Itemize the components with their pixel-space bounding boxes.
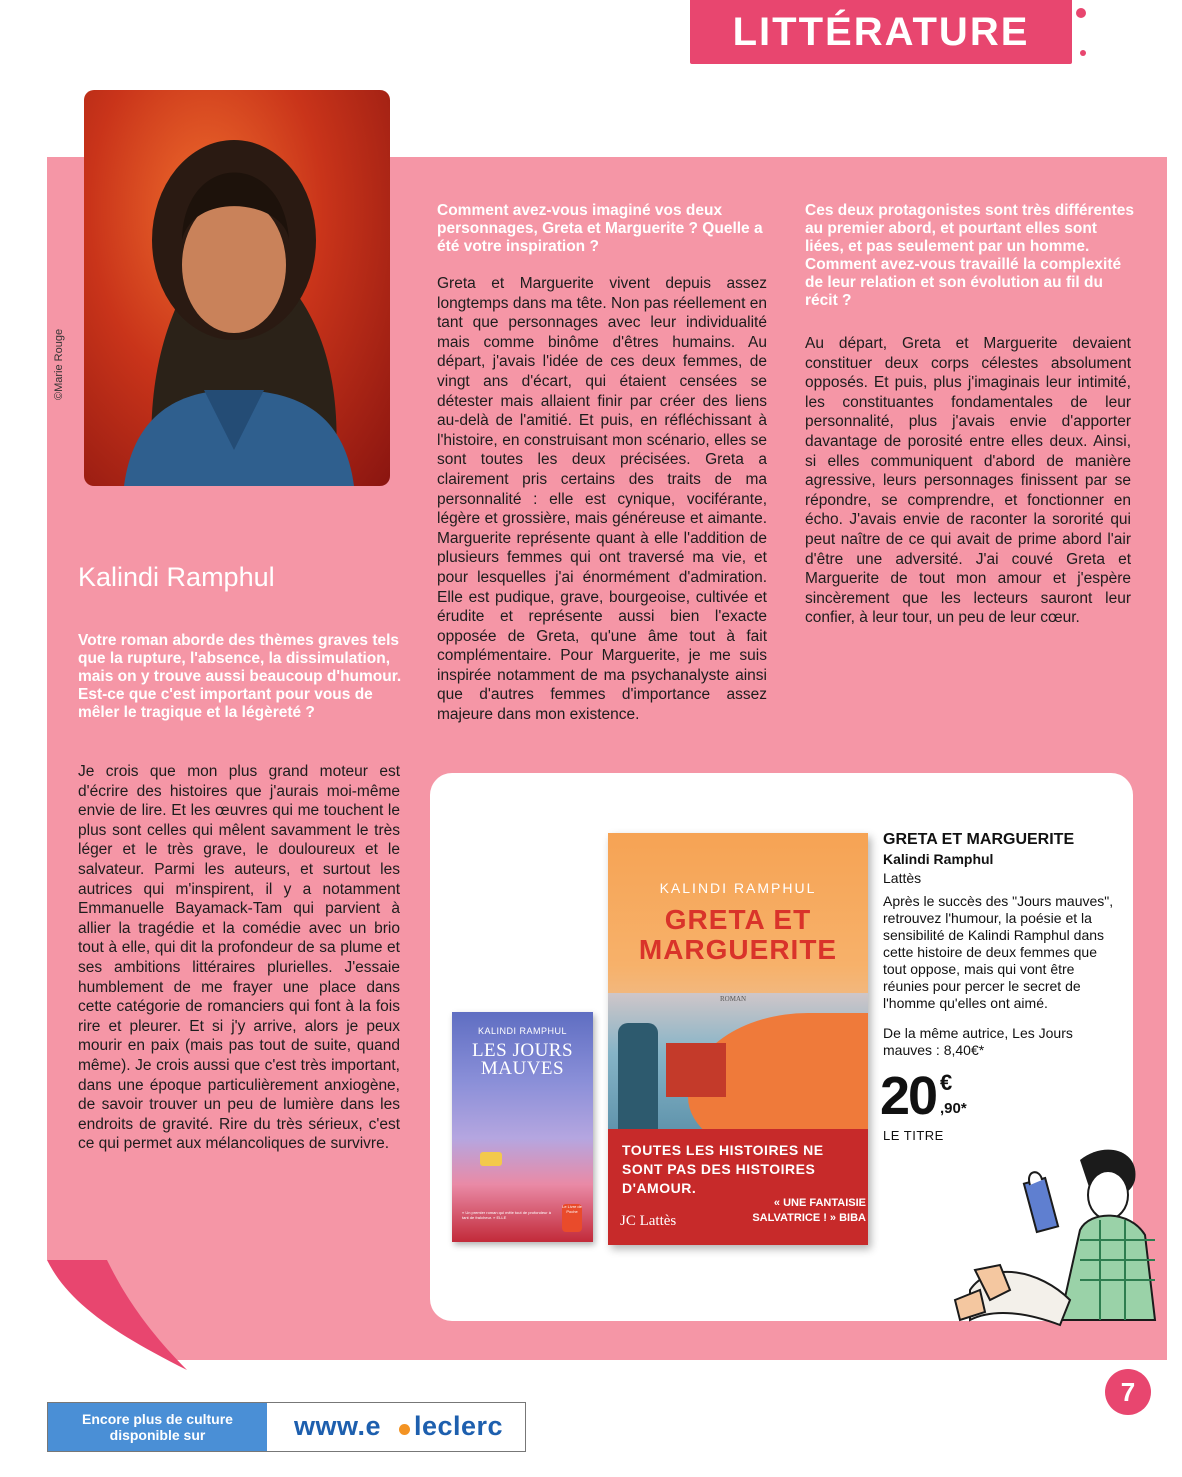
cover-author: KALINDI RAMPHUL <box>659 880 817 896</box>
price-cents: ,90* <box>940 1100 967 1117</box>
book-cover-les-jours-mauves[interactable] <box>452 1012 593 1242</box>
book-cover-greta-et-marguerite[interactable] <box>608 833 868 1245</box>
cover-quote: « UNE FANTAISIE SALVATRICE ! » BIBA <box>752 1197 866 1224</box>
brand-dot-icon <box>399 1424 410 1435</box>
answer-2: Greta et Marguerite vivent depuis assez longtemps dans ma tête. Non pas réellement en tant que personnages avec leur individualité mais comme binôme d'êtres humains. Au départ, j'avais l'idée de ces deux femmes, de vingt ans d'écart, qui étaient censées se détester mais allaient finir par créer des liens au-delà de l'amitié. Et puis, en réfléchissant à l'histoire, en construisant mon scénario, elles se sont toutes les deux précisées. Greta a clairement pris certains des traits de ma personnalité : elle est cynique, vociférante, légère et grossière, mais généreuse et aimante. Marguerite représente quant à elle l'addition de plusieurs femmes qui ont traversé ma vie, et pour lesquelles j'ai énormément d'admiration. Elle est pudique, grave, bourgeoise, cultivée et érudite et représente aussi bien l'exacte opposée de Greta, qu'une âme tout à fait complémentaire. Pour Marguerite, je me suis inspirée notamment de ma psychanalyste ainsi que d'autres femmes d'importance assez majeure dans mon existence. <box>437 275 767 724</box>
tree-icon <box>618 1023 658 1143</box>
footer-url-brand[interactable]: leclerc <box>414 1411 504 1441</box>
cover-author: KALINDI RAMPHUL <box>477 1026 568 1036</box>
footer-label-line2: disponible sur <box>109 1427 206 1443</box>
question-1: Votre roman aborde des thèmes graves tels que la rupture, l'absence, la dissimulation, mais on y trouve aussi beaucoup d'humour. Est-ce que c'est important pour vous de mêler le tragique et la légèreté ? <box>78 632 402 721</box>
house-icon <box>666 1043 726 1097</box>
book-publisher: Lattès <box>883 870 922 886</box>
answer-1: Je crois que mon plus grand moteur est d'écrire des histoires que j'aurais moi-même envie de lire. Et les œuvres qui me touchent le plus sont celles qui mêlent savamment le très léger et le très grave, le douloureux et le salvateur. Parmi les auteurs, et surtout les autrices qui m'inspirent, il y a notamment Emmanuelle Bayamack-Tam qui parvient à allier la tragédie et la comédie avec un brio tout à elle, qui dit la profondeur de sa plume et ses ambitions littéraires plurielles. J'essaie humblement de me frayer une place dans cette catégorie de romanciers qui font à la fois rire et pleurer. Et si j'y arrive, alors je peux mourir en paix (mais pas tout de suite, quand même). Je crois aussi que c'est très important, dans une époque particulièrement anxiogène, de savoir trouver un peu de lumière dans les endroits de gravité. Rire du très sérieux, c'est ce qui permet aux mélancoliques de survivre. <box>78 763 400 1153</box>
author-portrait-icon <box>84 90 390 486</box>
book-also-by: De la même autrice, Les Jours mauves : 8,40€* <box>883 1025 1073 1058</box>
price-currency: € <box>940 1070 953 1095</box>
decorative-dot <box>1076 8 1086 18</box>
book-blurb: Après le succès des "Jours mauves", retrouvez l'humour, la poésie et la sensibilité de Kalindi Ramphul dans cette histoire de deux femmes que tout oppose, mais qui vont être réunies pour percer le secret de l'homme qu'elles ont aimé. <box>883 893 1114 1011</box>
decorative-dot <box>1080 50 1086 56</box>
footer-banner[interactable] <box>47 1402 526 1452</box>
cover-blurb: « Un premier roman qui mêle tout de profondeur à tant de fraîcheur. » ELLE <box>462 1210 551 1220</box>
book-author: Kalindi Ramphul <box>883 851 994 867</box>
cover-genre: ROMAN <box>720 995 747 1003</box>
price-main: 20 <box>880 1066 937 1126</box>
page-number: 7 <box>1105 1369 1151 1415</box>
question-3: Ces deux protagonistes sont très différentes au premier abord, et pourtant elles sont liées, et pas seulement par un homme. Comment avez-vous travaillé la complexité de leur relation et son évolution au fil du récit ? <box>805 202 1135 309</box>
answer-3: Au départ, Greta et Marguerite devaient constituer deux corps célestes absolument opposés. Et puis, plus j'imaginais leur intimité, les constituantes fondamentales de leur personnalité, plus j'avais envie d'apporter davantage de porosité entre elles deux. Ainsi, si elles communiquent d'abord de manière agressive, leurs personnages finissent par se répondre, se comprendre, et fonctionner en écho. J'avais envie de raconter la sororité qui peut naître de ce qui avait de prime abord l'air d'être une adversité. J'ai couvé Greta et Marguerite de tout mon amour et j'espère sincèrement que les lecteurs sauront leur confier, à leur tour, un peu de leur cœur. <box>805 335 1131 627</box>
bus-icon <box>480 1152 502 1166</box>
cover-title: LES JOURS MAUVES <box>471 1040 574 1079</box>
section-tag: LITTÉRATURE <box>690 0 1072 64</box>
author-photo <box>84 90 390 486</box>
author-name: Kalindi Ramphul <box>78 562 275 592</box>
cover-title: GRETA ET MARGUERITE <box>638 904 838 965</box>
book-title: GRETA ET MARGUERITE <box>883 831 1075 848</box>
question-2: Comment avez-vous imaginé vos deux personnages, Greta et Marguerite ? Quelle a été votre inspiration ? <box>437 202 763 255</box>
footer-label-line1: Encore plus de culture <box>82 1411 233 1427</box>
publisher-badge: Le Livre de Poche <box>562 1204 582 1232</box>
cover-tagline: TOUTES LES HISTOIRES NE SONT PAS DES HISTOIRES D'AMOUR. <box>622 1142 824 1196</box>
footer-url-prefix[interactable]: www.e <box>294 1411 382 1441</box>
page-curl-decoration <box>47 1260 187 1370</box>
cover-publisher: JC Lattès <box>620 1213 677 1229</box>
price-caption: LE TITRE <box>883 1128 944 1143</box>
photo-credit: ©Marie Rouge <box>53 328 65 400</box>
reader-illustration-icon <box>930 1140 1175 1330</box>
